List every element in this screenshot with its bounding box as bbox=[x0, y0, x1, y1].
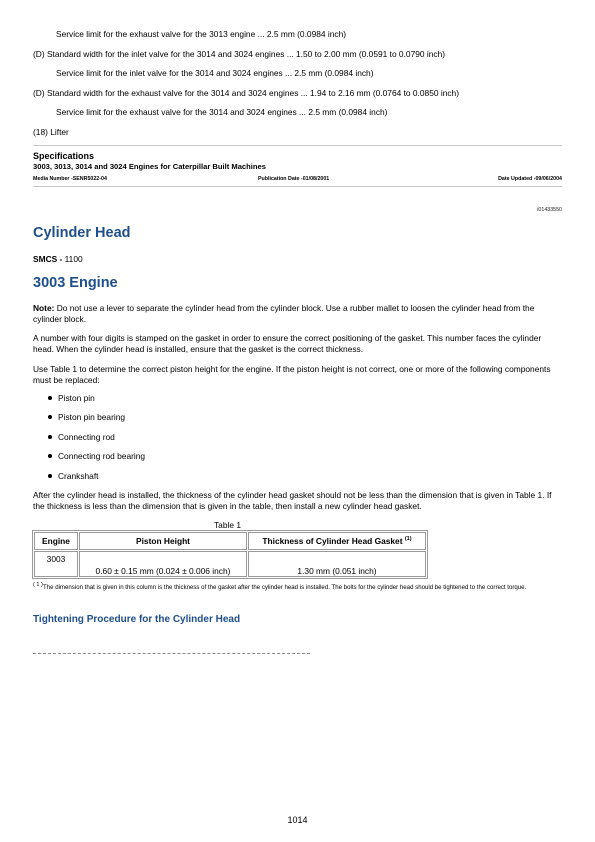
table-cell: 1.30 mm (0.051 inch) bbox=[248, 551, 426, 577]
table-caption: Table 1 bbox=[213, 520, 241, 530]
table-header: Engine bbox=[34, 532, 78, 550]
list-item: Piston pin bbox=[48, 393, 95, 403]
smcs-value: 1100 bbox=[64, 254, 83, 264]
bullet-icon bbox=[48, 435, 52, 439]
footnote-text: The dimension that is given in this column is the thickness of the gasket after the cylinder head is installed. The bolts for the cylinder head should be tightened to the correct torque. bbox=[43, 584, 527, 591]
footnote-reference: (1) bbox=[404, 536, 412, 543]
media-number: Media Number -SENR5022-04 bbox=[33, 176, 107, 182]
spec-line: (D) Standard width for the inlet valve for the 3014 and 3024 engines ... 1.50 to 2.00 mm (0.0591 to 0.0790 inch) bbox=[33, 49, 446, 59]
table-cell: 3003 bbox=[34, 551, 78, 577]
document-subtitle: 3003, 3013, 3014 and 3024 Engines for Caterpillar Built Machines bbox=[33, 162, 266, 171]
note-paragraph bbox=[33, 303, 563, 324]
paragraph-piston-height: Use Table 1 to determine the correct piston height for the engine. If the piston height is not correct, one or more of the following components must be replaced: bbox=[33, 364, 551, 385]
specification-table bbox=[32, 530, 428, 579]
placeholder-divider bbox=[33, 653, 310, 654]
section-divider bbox=[33, 145, 562, 146]
table-header-row bbox=[34, 532, 426, 550]
spec-line: (D) Standard width for the exhaust valve for the 3014 and 3024 engines ... 1.94 to 2.16 mm (0.0764 to 0.0850 inch) bbox=[33, 88, 459, 98]
smcs-label: SMCS - bbox=[33, 254, 63, 264]
list-item: Crankshaft bbox=[48, 471, 99, 481]
date-updated: Date Updated -09/06/2004 bbox=[498, 176, 562, 182]
note-text: Do not use a lever to separate the cylinder head from the cylinder block. Use a rubber mallet to loosen the cylinder head from the cylinder block. bbox=[33, 303, 535, 324]
bullet-icon bbox=[48, 474, 52, 478]
table-header: Piston Height bbox=[79, 532, 247, 550]
footnote-marker: ( 1 ) bbox=[33, 582, 43, 588]
note-label: Note: bbox=[33, 303, 55, 313]
engine-heading: 3003 Engine bbox=[33, 275, 118, 291]
page-number: 1014 bbox=[287, 815, 308, 825]
spec-line: Service limit for the inlet valve for the 3014 and 3024 engines ... 2.5 mm (0.0984 inch) bbox=[56, 68, 374, 78]
table-header: Thickness of Cylinder Head Gasket $^{(1)}$ bbox=[248, 532, 426, 550]
list-item: Connecting rod bbox=[48, 432, 115, 442]
table-row bbox=[34, 551, 426, 577]
procedure-heading: Tightening Procedure for the Cylinder Head bbox=[33, 614, 241, 625]
bullet-icon bbox=[48, 396, 52, 400]
spec-line: (18) Lifter bbox=[33, 127, 69, 137]
bullet-icon bbox=[48, 415, 52, 419]
list-item: Connecting rod bearing bbox=[48, 451, 145, 461]
table-footnote bbox=[33, 583, 563, 592]
spec-line: Service limit for the exhaust valve for the 3013 engine ... 2.5 mm (0.0984 inch) bbox=[56, 29, 347, 39]
paragraph-gasket-number: A number with four digits is stamped on the gasket in order to ensure the correct positioning of the gasket. This number faces the cylinder head. When the cylinder head is installed, ensure that the gasket is the correct thickness. bbox=[33, 333, 542, 354]
publication-date: Publication Date -01/08/2001 bbox=[258, 176, 330, 182]
bullet-icon bbox=[48, 454, 52, 458]
table-cell: 0.60 ± 0.15 mm (0.024 ± 0.006 inch) bbox=[79, 551, 247, 577]
header-divider bbox=[33, 186, 562, 187]
spec-line: Service limit for the exhaust valve for the 3014 and 3024 engines ... 2.5 mm (0.0984 inch) bbox=[56, 107, 388, 117]
smcs-line bbox=[33, 254, 83, 264]
list-item: Piston pin bearing bbox=[48, 412, 125, 422]
section-label: Specifications bbox=[33, 151, 95, 161]
page-title: Cylinder Head bbox=[33, 225, 131, 241]
paragraph-gasket-thickness: After the cylinder head is installed, the thickness of the cylinder head gasket should not be less than the dimension that is given in Table 1. If the thickness is less than the dimension that is given in the table, then install a new cylinder head gasket. bbox=[33, 490, 552, 511]
reference-id: i01433550 bbox=[537, 207, 562, 213]
